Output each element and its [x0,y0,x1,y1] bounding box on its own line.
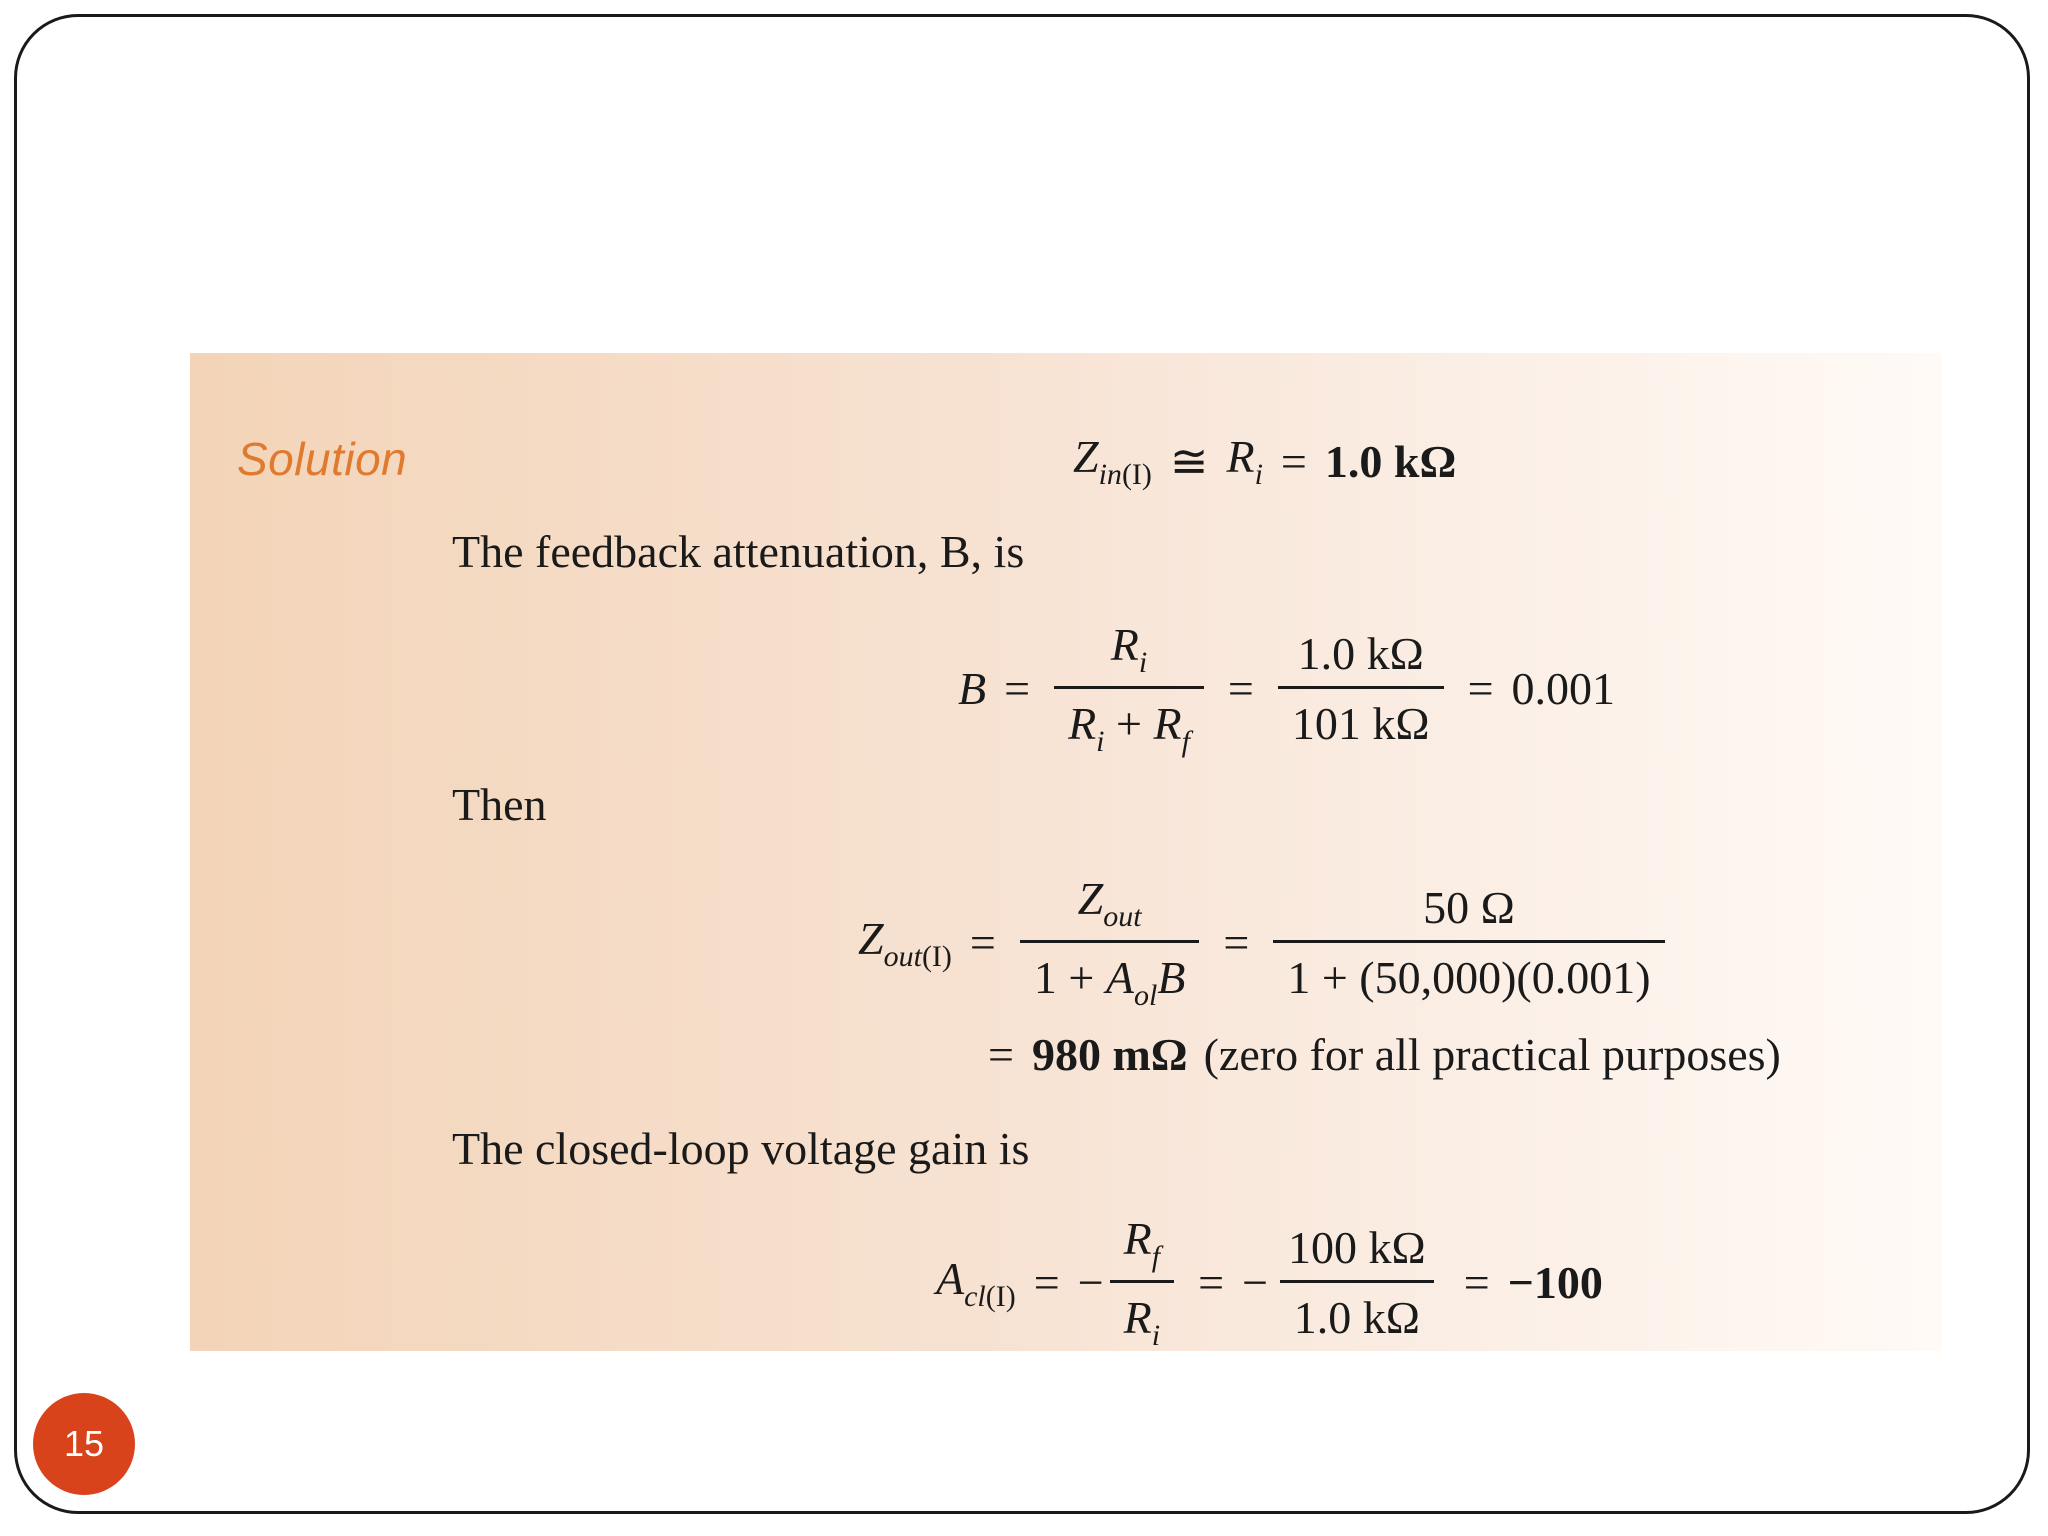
equals-sign: = [1198,1257,1225,1308]
equation-output-impedance [858,872,1671,1013]
equals-sign: = [988,1029,1014,1080]
solution-panel [190,353,1942,1351]
text-then: Then [452,779,547,830]
text-closed-loop-gain: The closed-loop voltage gain is [452,1123,1030,1174]
fraction-numeric: $\frac{100 k\Omega}{1.0 k\Omega}$ [1274,1221,1440,1344]
eq2-result: 0.001 [1511,663,1616,714]
equals-sign: = [1280,435,1307,487]
fraction-ri-over-sum: $\frac{R_i}{R_i + R_f}$ [1054,618,1204,759]
fraction-zout: $\frac{Z_{out}}{1 + A_{ol}B}$ [1020,872,1200,1013]
fraction-rf-over-ri: $\frac{R_f}{R_i}$ [1110,1212,1174,1353]
equation-feedback-attenuation [958,618,1615,759]
equation-input-impedance [1073,430,1456,492]
eq4-result: −100 [1507,1257,1603,1308]
equals-sign: = [1227,663,1254,714]
fraction-numeric: $\frac{1.0 k\Omega}{101 k\Omega}$ [1278,627,1444,750]
fraction-numeric: $\frac{50 \Omega}{1 + (50,000)(0.001)}$ [1273,881,1664,1004]
equation-closed-loop-gain [936,1212,1603,1353]
page-number-badge: 15 [33,1393,135,1495]
eq2-lhs: B [958,663,987,714]
solution-label: Solution [237,433,408,485]
equals-sign: = [1223,917,1250,968]
equals-sign: = [1467,663,1494,714]
minus-sign: − [1242,1257,1269,1308]
equation-output-impedance-result [988,1028,1781,1081]
eq4-lhs: $A_{cl(I)}$ [936,1252,1016,1313]
eq3-note: (zero for all practical purposes) [1203,1029,1781,1080]
eq1-result: 1.0 kΩ [1324,435,1457,487]
eq1-rhs-var: $R_i$ [1226,431,1263,491]
eq1-lhs: $Z_{in(I)}$ [1073,431,1152,491]
text-feedback-attenuation: The feedback attenuation, B, is [452,526,1025,577]
approx-sign: ≅ [1169,436,1209,487]
equals-sign: = [1033,1257,1060,1308]
equals-sign: = [1004,663,1031,714]
eq3-result: 980 mΩ [1031,1029,1188,1080]
equals-sign: = [1463,1257,1490,1308]
minus-sign: − [1077,1257,1104,1308]
equals-sign: = [969,917,996,968]
eq3-lhs: $Z_{out(I)}$ [858,912,952,973]
